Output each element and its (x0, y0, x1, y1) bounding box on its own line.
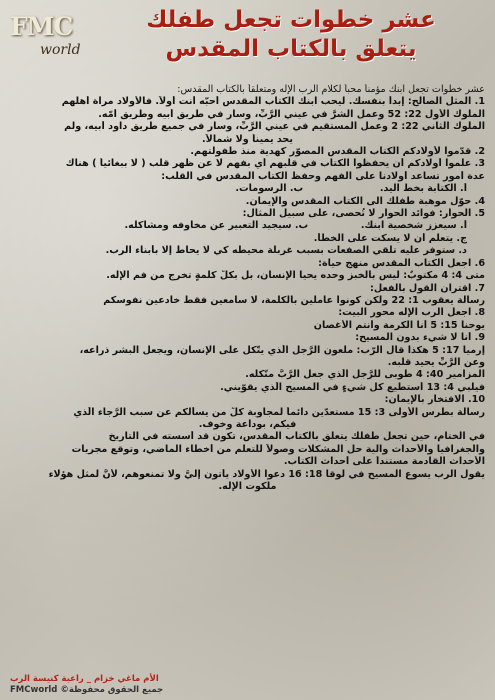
logo-main-text: FMC (10, 12, 73, 41)
fmc-world-logo (6, 8, 96, 64)
step-10-verse-cont: فيكم، بوداعة وخوف. (198, 418, 297, 430)
step-9-verse-2: المزامير 40: 4 طوبى للرَّجل الَّذي جعل الرَّبَّ متّكله. (245, 369, 485, 381)
conclusion-line-1: في الختام، حين تجعل طفلك يتعلق بالكتاب المقدس، تكون قد أسسته في التاريخ (108, 431, 485, 443)
step-3-heading: 3. علموا أولادكم أن يحفظوا الكتاب في قلبهم أي بفهم لا عن ظهر قلب ( لا ببغائياً ) هناك (65, 158, 485, 170)
step-10-verse: رسالة بطرس الأولى 3: 15 مستعدّين دائماً لمجاوبة كلِّ من يسألكم عن سبب الرَّجاء الَّذي (73, 406, 485, 418)
author-credit: الأم ماغي خزام _ راعية كنيسة الرب (10, 674, 159, 684)
article-body (10, 84, 485, 493)
step-7-heading: 7. اقتران القول بالفعل: (370, 282, 485, 294)
step-8-verse: يوحنا 15: 5 أنا الكرمة وأنتم الأغصان (313, 319, 485, 331)
step-3-option-b: ب. الرسومات. (235, 183, 304, 195)
footer (10, 674, 163, 696)
step-4: 4. حوّل موهبة طفلك الى الكتاب المقدس والإيمان. (245, 195, 485, 207)
title-line-1: عشر خطوات تجعل طفلك (146, 7, 436, 33)
step-9-heading: 9. أنا لا شيء بدون المسيح: (355, 332, 485, 344)
step-1-verse-2: الملوك الثاني 22: 2 وعمل المستقيم في عيني الرَّبِّ، وسار في جميع طريق داود أبيه، ولم (64, 121, 485, 133)
step-5-option-c: ج. يتعلم أن لا يسكت على الخطأ. (313, 232, 467, 244)
step-5-option-b: ب. سيجيد التعبير عن مخاوفه ومشاكله. (124, 220, 309, 232)
step-5-option-d: د. ستوفر عليه تلقي الصفعات بسبب غربلة محيطه كي لا يحاط إلا بأبناء الرب. (105, 245, 467, 257)
step-10-heading: 10. الافتخار بالإيمان: (384, 394, 485, 406)
closing-line-2: ملكوت الإله. (218, 481, 277, 492)
step-5-heading: 5. الحوار: فوائد الحوار لا تُحصى، على سبيل المثال: (242, 208, 485, 220)
step-3-text: عدة أمور تساعد أولادنا على الفهم وحفظ الكتاب المقدس في القلب: (161, 170, 485, 182)
step-1-verse-2-cont: يحد يميناً ولا شمالاً. (202, 133, 293, 145)
step-9-verse-1-cont: وعن الرَّبِّ يحيد قلبه. (387, 356, 485, 368)
step-6-heading: 6. اجعل الكتاب المقدس منهج حياة: (318, 257, 485, 269)
copyright-notice: جميع الحقوق محفوظة© FMCworld (10, 685, 164, 695)
conclusion-line-3: الأحداث القادمة مستنداً على أحداث الكتاب. (283, 456, 485, 468)
intro-text: عشر خطوات تجعل ابنك مؤمناً محباً لكلام الرب الإله ومتعلّقاً بالكتاب المقدس: (177, 84, 485, 95)
title-line-2: يتعلق بالكتاب المقدس (165, 36, 417, 62)
step-8-heading: 8. اجعل الرب الإله محور البيت: (338, 307, 485, 319)
step-5-options-ab (10, 220, 485, 232)
step-5-option-a: أ. سيعزز شخصية ابنك. (360, 220, 467, 232)
step-1-heading: 1. المثل الصالح: إبدأ بنفسك. ليحب ابنك الكتاب المقدس أحبّه أنت أولاً. فالأولاد مرآة أهلهم (61, 96, 485, 108)
step-3-option-a: أ. الكتابة بخط اليد. (379, 183, 467, 195)
logo-sub-text: world (40, 42, 81, 58)
conclusion-line-2: والجغرافيا والأحداث والية حل المشكلات وصولاً للتعلم من أخطاء الماضي، وتوقع مجريات (71, 443, 485, 455)
step-6-verse: متى 4: 4 مكتوبٌ: ليس بالخبز وحده يحيا الإنسان، بل بكلِّ كلمةٍ تخرج من فم الإله. (106, 270, 485, 282)
page-title (111, 6, 471, 64)
step-3-options (10, 183, 485, 195)
step-2: 2. قدّموا لأولادكم الكتاب المقدس المصوّر كهدية منذ طفولتهم. (190, 146, 485, 158)
step-7-verse: رسالة يعقوب 1: 22 ولكن كونوا عاملين بالكلمة، لا سامعين فقط خادعين نفوسكم (103, 294, 485, 306)
step-9-verse-3: فيلبي 4: 13 أستطيع كل شيءٍ في المسيح الَّذي يقوّيني. (220, 381, 485, 393)
step-9-verse-1: إرميا 17: 5 هكذا قال الرّب: ملعون الرَّجل الَّذي يتّكل على الإنسان، ويجعل البشر ذراعه، (79, 344, 485, 356)
step-1-verse-1: الملوك الأول 22: 52 وعمل الشرَّ في عيني الرَّبِّ، وسار في طريق أبيه وطريق أمّه. (98, 108, 485, 120)
closing-line-1: يقول الرب يسوع المسيح في لوقا 18: 16 دعوا الأولاد يأتون إليَّ ولا تمنعوهم، لأنَّ لمثل هؤلاء (48, 468, 485, 480)
